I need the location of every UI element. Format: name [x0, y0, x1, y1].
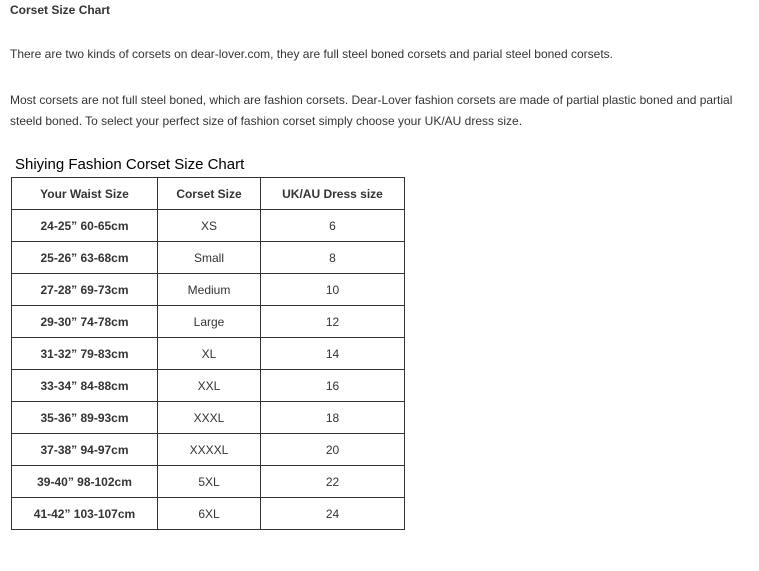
corset-size-cell: 5XL	[158, 466, 261, 498]
dress-size-cell: 14	[261, 338, 405, 370]
dress-size-cell: 16	[261, 370, 405, 402]
table-body	[12, 210, 405, 530]
dress-size-cell: 20	[261, 434, 405, 466]
waist-size-cell: 41-42” 103-107cm	[12, 498, 158, 530]
dress-size-cell: 8	[261, 242, 405, 274]
table-row	[12, 274, 405, 306]
corset-size-cell: Large	[158, 306, 261, 338]
waist-size-cell: 27-28” 69-73cm	[12, 274, 158, 306]
page-heading: Corset Size Chart	[10, 3, 111, 17]
table-row	[12, 434, 405, 466]
corset-size-cell: Small	[158, 242, 261, 274]
table-row	[12, 242, 405, 274]
waist-size-cell: 35-36” 89-93cm	[12, 402, 158, 434]
corset-size-cell: XXXL	[158, 402, 261, 434]
table-row	[12, 210, 405, 242]
fashion-corset-paragraph	[10, 90, 750, 132]
size-chart-table	[11, 177, 405, 530]
waist-size-cell: 25-26” 63-68cm	[12, 242, 158, 274]
corset-size-cell: 6XL	[158, 498, 261, 530]
corset-size-cell: XXL	[158, 370, 261, 402]
paragraph-line-1: Most corsets are not full steel boned, which are fashion corsets. Dear-Lover fashion corsets are made of partial plastic boned and partial	[10, 93, 733, 107]
intro-paragraph: There are two kinds of corsets on dear-lover.com, they are full steel boned corsets and parial steel boned corsets.	[10, 47, 613, 61]
table-row	[12, 338, 405, 370]
dress-size-cell: 18	[261, 402, 405, 434]
dress-size-cell: 10	[261, 274, 405, 306]
table-row	[12, 466, 405, 498]
waist-size-cell: 29-30” 74-78cm	[12, 306, 158, 338]
dress-size-cell: 12	[261, 306, 405, 338]
waist-size-cell: 31-32” 79-83cm	[12, 338, 158, 370]
size-chart-title: Shiying Fashion Corset Size Chart	[15, 156, 245, 173]
dress-size-cell: 24	[261, 498, 405, 530]
paragraph-line-2: steeld boned. To select your perfect size of fashion corset simply choose your UK/AU dress size.	[10, 114, 523, 128]
table-row	[12, 402, 405, 434]
corset-size-cell: XL	[158, 338, 261, 370]
waist-size-cell: 24-25” 60-65cm	[12, 210, 158, 242]
dress-size-cell: 6	[261, 210, 405, 242]
table-row	[12, 370, 405, 402]
header-waist-size: Your Waist Size	[12, 178, 158, 210]
table-row	[12, 498, 405, 530]
corset-size-cell: XS	[158, 210, 261, 242]
corset-size-cell: Medium	[158, 274, 261, 306]
corset-size-cell: XXXXL	[158, 434, 261, 466]
table-row	[12, 306, 405, 338]
waist-size-cell: 39-40” 98-102cm	[12, 466, 158, 498]
dress-size-cell: 22	[261, 466, 405, 498]
header-dress-size: UK/AU Dress size	[261, 178, 405, 210]
table-header-row	[12, 178, 405, 210]
header-corset-size: Corset Size	[158, 178, 261, 210]
waist-size-cell: 33-34” 84-88cm	[12, 370, 158, 402]
waist-size-cell: 37-38” 94-97cm	[12, 434, 158, 466]
